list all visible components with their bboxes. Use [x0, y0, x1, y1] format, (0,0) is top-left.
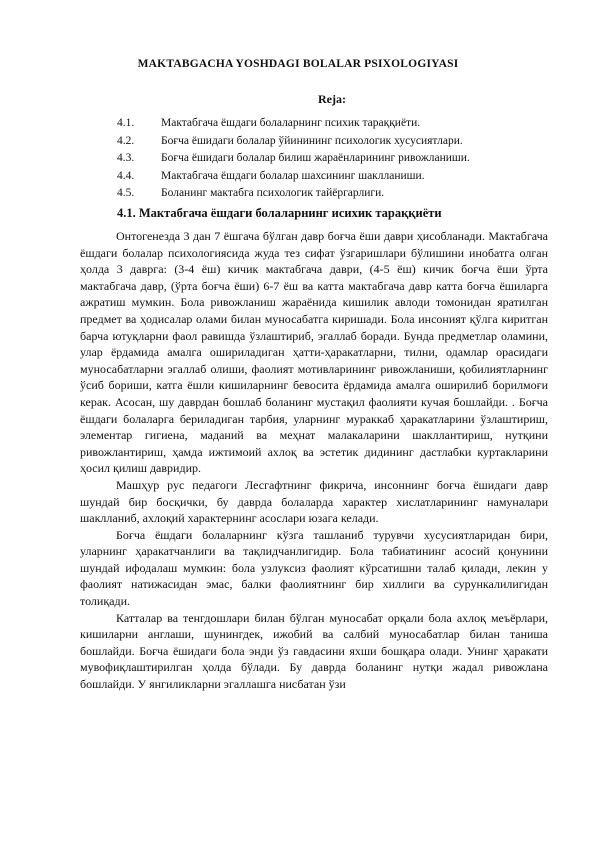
plan-item-number: 4.4. — [117, 169, 135, 182]
document-title: MAKTABGACHA YOSHDAGI BOLALAR PSIXOLOGIYASI — [137, 58, 459, 70]
body-text — [80, 228, 548, 693]
plan-item — [117, 115, 557, 133]
plan-label: Reja: — [318, 92, 346, 106]
plan-list — [117, 115, 557, 203]
paragraph: Боғча ёшдаги болаларнинг кўзга ташланиб турувчи хусусиятларидан бири, уларнинг ҳаракатчанлиги ва тақлидчанлигидир. Бола табиатининг асосий қонунини шундай ифодалаш мумкин: бола узлуксиз фаолият кўрсатишни талаб қилади, лекин у фаолият натижасидан эмас, балки фаолиятнинг бир хиллиги ва сурункалилигидан толиқади. — [80, 527, 548, 609]
plan-item-number: 4.3. — [117, 152, 135, 164]
paragraph: Онтогенезда 3 дан 7 ёшгача бўлган давр боғча ёши даври ҳисобланади. Мактабгача ёшдаги болалар психологиясида жуда тез сифат ўзгаришлари бўлишини инобатга олган ҳолда 3 даврга: (3-4 ёш) кичик мактабгача даври, (4-5 ёш) кичик боғча ёши ўрта мактабгача давр, (ўрта боғча ёши) 6-7 ёш ва катта мактабгача давр катта боғча ёшиларга ажратиш мумкин. Бола ривожланиш жараёнида кишилик авлоди томонидан яратилган предмет ва ҳодисалар олами билан муносабатга киришади. Бола инсоният қўлга киритган барча ютуқларни фаол равишда ўзлаштириб, эгаллаб боради. Бунда предметлар оламини, улар ёрдамида амалга ошириладиган ҳатти-ҳаракатларни, тилни, одамлар орасидаги муносабатларни эгаллаб олиши, фаолият мотивларининг ривожланиши, қобилиятларнинг ўсиб бориши, катга ёшли кишиларнинг бевосита ёрдамида амалга оширилиб борилмоғи керак. Асосан, шу даврдан бошлаб боланинг мустақил фаолияти кучая бошлайди. . Боғча ёшдаги болаларга бериладиган тарбия, уларнинг мураккаб ҳаракатларини ўзлаштириш, элементар гигиена, маданий ва меҳнат малакаларини шакллантириш, нутқини ривожлантириш, ҳамда ижтимоий ахлоқ ва эстетик дидининг дастлабки куртакларини ҳосил қилиш давридир. — [80, 229, 548, 476]
plan-item — [117, 168, 557, 186]
plan-item — [117, 185, 557, 203]
plan-item-text: Боланинг мактабга психологик тайёргарлиги. — [161, 187, 385, 199]
paragraph: Катталар ва тенгдошлари билан бўлган муносабат орқали бола ахлоқ меъёрлари, кишиларни англаши, шунингдек, ижобий ва салбий муносабатлар билан таниша бошлайди. Боғча ёшидаги бола энди ўз гавдасини яхши бошқара олади. Унинг ҳаракати мувофиқлаштирилган ҳолда бўлади. Бу даврда боланинг нутқи жадал ривожлана бошлайди. У янгиликларни эгаллашга нисбатан ўзи — [80, 610, 548, 692]
plan-item-number: 4.1. — [117, 117, 135, 129]
plan-item-text: Мактабгача ёшдаги болалар шахсининг шаклланиши. — [161, 169, 425, 182]
plan-item — [117, 150, 557, 168]
section-heading: 4.1. Мактабгача ёшдаги болаларнинг исихик тараққиёти — [117, 206, 442, 220]
plan-item-number: 4.5. — [117, 187, 135, 199]
plan-item-text: Боғча ёшидаги болалар билиш жараёнларининг ривожланиши. — [161, 152, 470, 164]
plan-item-text: Мактабгача ёшдаги болаларнинг психик тараққиёти. — [161, 117, 421, 129]
plan-item-text: Боғча ёшидаги болалар ўйинининг психологик хусусиятлари. — [161, 134, 463, 147]
plan-item — [117, 133, 557, 151]
plan-item-number: 4.2. — [117, 134, 135, 147]
paragraph: Машҳур рус педагоги Лесгафтнинг фикрича, инсоннинг боғча ёшидаги давр шундай бир босқички, бу даврда болаларда характер хислатларининг намуналари шаклланиб, ахлоқий характернинг асослари юзага келади. — [80, 477, 548, 526]
